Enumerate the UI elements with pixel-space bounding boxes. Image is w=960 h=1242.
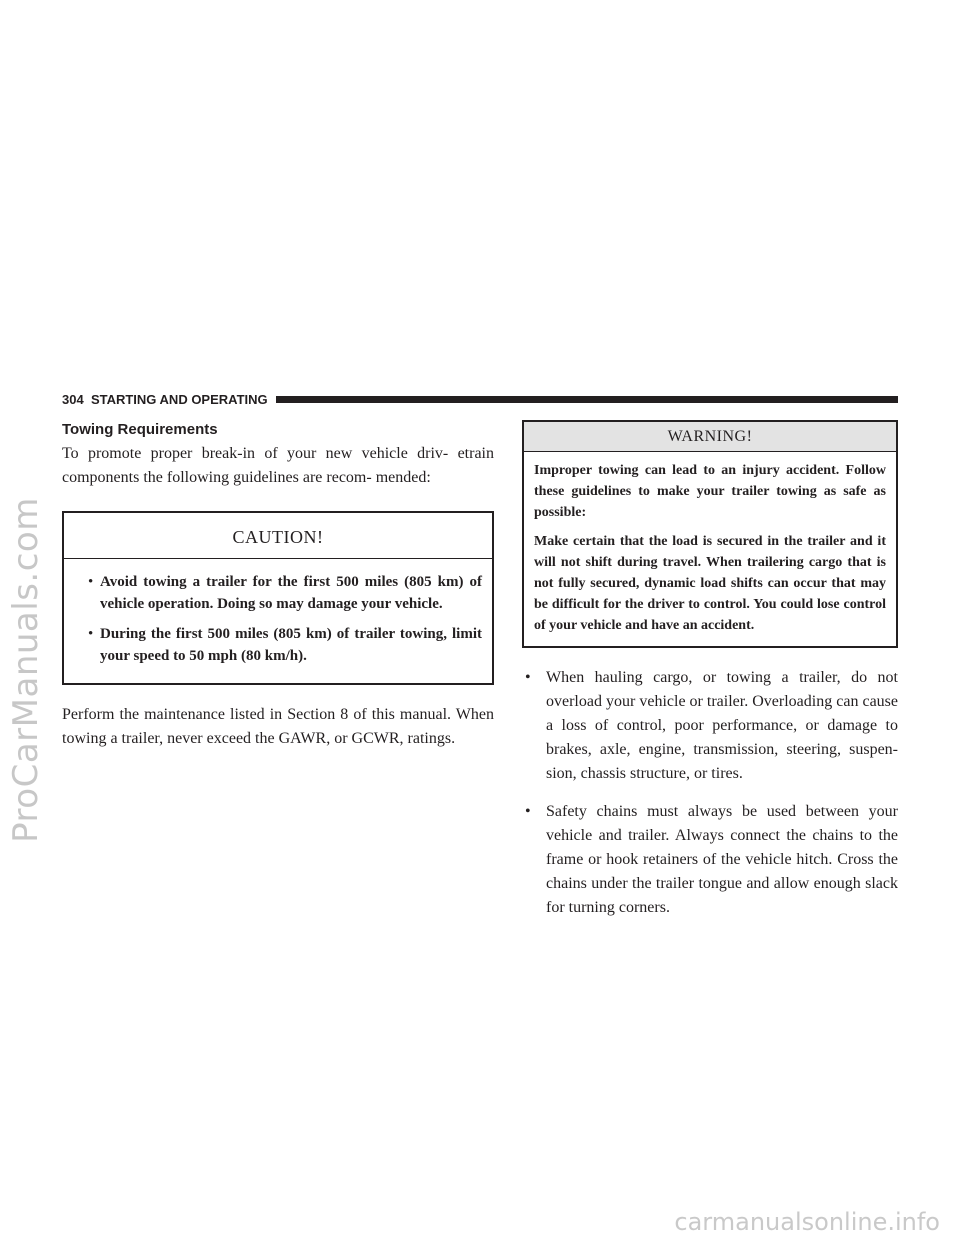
list-item: [522, 666, 898, 786]
list-item: [522, 800, 898, 920]
warning-box: [522, 420, 898, 648]
right-column: [522, 420, 898, 934]
section-heading: Towing Requirements: [62, 421, 218, 438]
caution-item-text: Avoid towing a trailer for the first 500 miles (805 km) of vehicle operation. Doing so may damage your vehicle.: [100, 574, 482, 612]
bottom-watermark: carmanualsonline.info: [674, 1208, 940, 1236]
warning-paragraph: Make certain that the load is secured in the trailer and it will not shift during travel. When trailering cargo that is not fully secured, dynamic load shifts can occur that may be difficult for the driver to control. You could lose control of your vehicle and have an accident.: [534, 534, 886, 633]
section-name: STARTING AND OPERATING: [90, 391, 268, 407]
maintenance-paragraph: Perform the maintenance listed in Section 8 of this manual. When towing a trailer, never exceed the GAWR, or GCWR, ratings.: [62, 706, 494, 747]
caution-title: CAUTION!: [64, 513, 492, 559]
page-header: [62, 390, 898, 408]
side-watermark-text: ProCarManuals.com: [6, 497, 46, 843]
bullet-icon: •: [525, 669, 531, 686]
intro-paragraph: To promote proper break-in of your new vehicle driv- etrain components the following guidelines are recom- mended:: [62, 445, 494, 486]
caution-box: [62, 511, 494, 685]
caution-list: [64, 571, 492, 667]
warning-paragraph: Improper towing can lead to an injury accident. Follow these guidelines to make your trailer towing as safe as possible:: [534, 463, 886, 520]
bullet-icon: •: [525, 803, 531, 820]
warning-title: WARNING!: [524, 422, 896, 452]
list-item-text: When hauling cargo, or towing a trailer, do not overload your vehicle or trailer. Overloading can cause a loss of control, poor performance, or damage to brakes, axle, engine, transmission, steering, suspen- sion, chassis structure, or tires.: [546, 669, 898, 782]
list-item-text: Safety chains must always be used between your vehicle and trailer. Always connect the chains to the frame or hook retainers of the vehicle hitch. Cross the chains under the trailer tongue and allow enough slack for turning corners.: [546, 803, 898, 916]
caution-item: [88, 623, 482, 667]
left-column: [62, 420, 494, 751]
page-header-text: [62, 392, 276, 407]
header-rule: [276, 396, 898, 403]
caution-item: [88, 571, 482, 615]
page-number: 304: [62, 391, 84, 407]
side-watermark: [4, 460, 48, 880]
guideline-list: [522, 666, 898, 920]
bullet-icon: •: [88, 626, 94, 642]
caution-item-text: During the first 500 miles (805 km) of trailer towing, limit your speed to 50 mph (80 km/h).: [100, 626, 482, 664]
bullet-icon: •: [88, 574, 94, 590]
